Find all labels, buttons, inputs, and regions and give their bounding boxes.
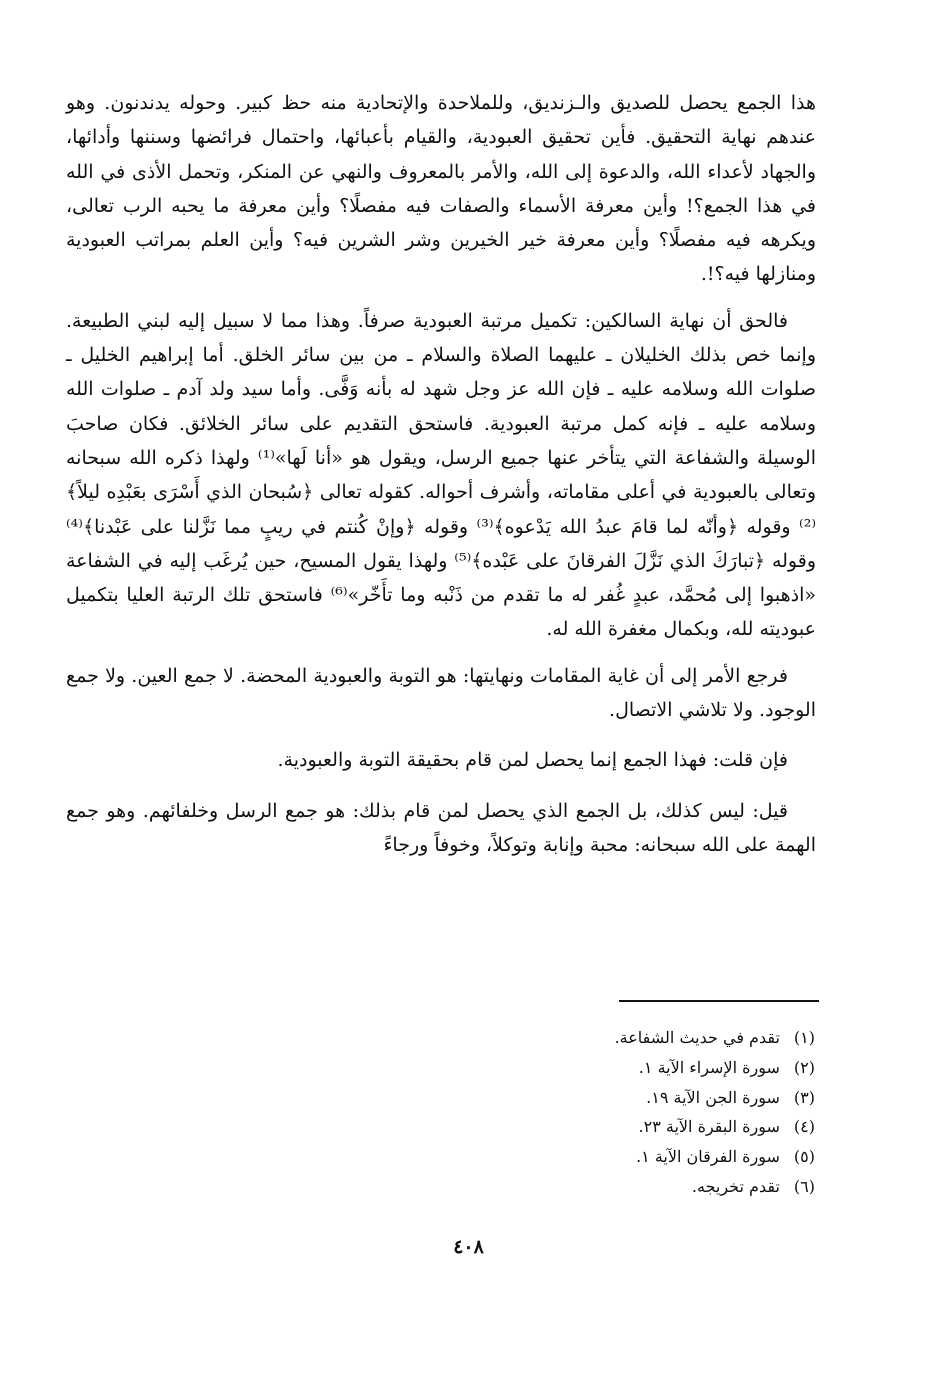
- footnote-item: [415, 1142, 815, 1172]
- footnote-text: سورة الجن الآية ١٩.: [646, 1087, 780, 1107]
- footnote-number: (٤): [793, 1117, 815, 1137]
- footnotes-list: [415, 1023, 815, 1202]
- footnote-number: (٦): [793, 1176, 815, 1196]
- footnote-number: (٣): [793, 1087, 815, 1107]
- footnote-text: سورة البقرة الآية ٢٣.: [638, 1117, 780, 1137]
- footnote-text: سورة الإسراء الآية ١.: [638, 1057, 780, 1077]
- footnote-item: [415, 1112, 815, 1142]
- footnote-item: [415, 1172, 815, 1202]
- footnote-text: سورة الفرقان الآية ١.: [636, 1147, 780, 1167]
- footnote-item: [415, 1053, 815, 1083]
- footnote-text: تقدم تخريجه.: [691, 1176, 780, 1196]
- paragraph-2: فالحق أن نهاية السالكين: تكميل مرتبة العبودية صرفاً. وهذا مما لا سبيل إليه لبني الطبيعة. وإنما خص بذلك الخليلان ـ عليهما الصلاة والسلام ـ من بين سائر الخلق. أما إبراهيم الخليل ـ صلوات الله وسلامه عليه ـ فإن الله عز وجل شهد له بأنه وَفَّى. وأما سيد ولد آدم ـ صلوات الله وسلامه عليه ـ فإنه كمل مرتبة العبودية. فاستحق التقديم على سائر الخلائق. فكان صاحبَ الوسيلة والشفاعة التي يتأخر عنها جميع الرسل، ويقول هو «أنا لَها»⁽¹⁾ ولهذا ذكره الله سبحانه وتعالى بالعبودية في أعلى مقاماته، وأشرف أحواله. كقوله تعالى ﴿سُبحان الذي أَسْرَى بعَبْدِه ليلاً﴾⁽²⁾ وقوله ﴿وأنّه لما قامَ عبدُ الله يَدْعوه﴾⁽³⁾ وقوله ﴿وإنْ كُنتم في ريبٍ مما نَزَّلنا على عَبْدنا﴾⁽⁴⁾ وقوله ﴿تبارَكَ الذي نَزَّلَ الفرقانَ على عَبْده﴾⁽⁵⁾ ولهذا يقول المسيح، حين يُرغَب إليه في الشفاعة «اذهبوا إلى مُحمَّد، عبدٍ غُفر له ما تقدم من ذَنْبه وما تأَخّر»⁽⁶⁾ فاستحق تلك الرتبة العليا بتكميل عبوديته لله، وبكمال مغفرة الله له.: [66, 309, 816, 641]
- page-body: [66, 86, 816, 862]
- footnote-number: (٢): [793, 1057, 815, 1077]
- footnote-item: [415, 1023, 815, 1053]
- paragraph-3: فرجع الأمر إلى أن غاية المقامات ونهايتها: هو التوبة والعبودية المحضة. لا جمع العين. ولا جمع الوجود. ولا تلاشي الاتصال.: [66, 664, 816, 722]
- footnote-number: (١): [793, 1028, 815, 1047]
- page-number: ٤٠٨: [453, 1236, 484, 1258]
- paragraph-1: هذا الجمع يحصل للصديق والـزنديق، وللملاحدة والإتحادية منه حظ كبير. وحوله يدندنون. وهو عندهم نهاية التحقيق. فأين تحقيق العبودية، والقيام بأعبائها، واحتمال فرائضها وسننها وأدائها، والجهاد لأعداء الله، والدعوة إلى الله، والأمر بالمعروف والنهي عن المنكر، وتحمل الأذى في الله في هذا الجمع؟! وأين معرفة الأسماء والصفات فيه مفصلًا؟ وأين معرفة ما يحبه الرب تعالى، ويكرهه فيه مفصلًا؟ وأين معرفة خير الخيرين وشر الشرين فيه؟ وأين العلم بمراتب العبودية ومنازلها فيه؟!.: [66, 92, 816, 286]
- paragraph-4: فإن قلت: فهذا الجمع إنما يحصل لمن قام بحقيقة التوبة والعبودية.: [277, 749, 788, 772]
- footnote-divider: [619, 1000, 819, 1002]
- footnote-text: تقدم في حديث الشفاعة.: [614, 1028, 780, 1047]
- footnote-number: (٥): [793, 1147, 815, 1167]
- paragraph-5: قيل: ليس كذلك، بل الجمع الذي يحصل لمن قام بذلك: هو جمع الرسل وخلفائهم. وهو جمع الهمة على الله سبحانه: محبة وإنابة وتوكلاً، وخوفاً ورجاءً: [66, 799, 816, 856]
- footnote-item: [415, 1083, 815, 1113]
